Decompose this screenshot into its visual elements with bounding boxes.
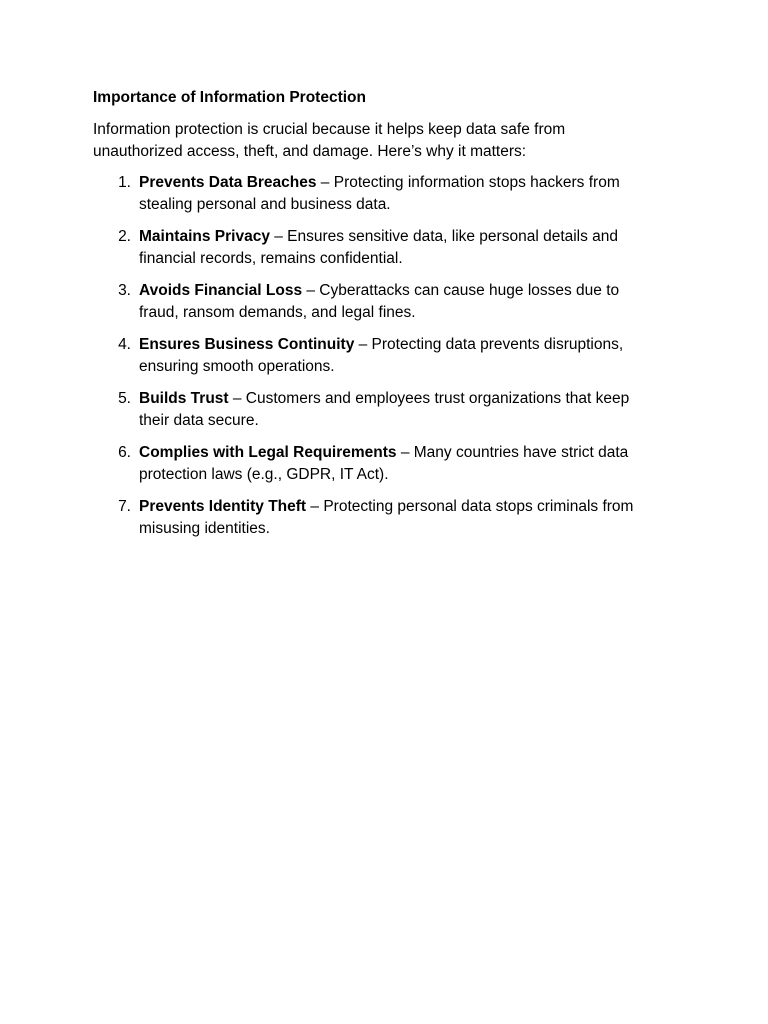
list-item-text: – Protecting data prevents disruptions, ensuring smooth operations. — [139, 336, 624, 375]
list-item-number: 4. — [118, 336, 131, 353]
list-item-term: Builds Trust — [139, 390, 229, 407]
list-item-term: Prevents Identity Theft — [139, 498, 307, 515]
list-item-number: 7. — [118, 498, 131, 515]
document-body — [93, 87, 638, 550]
list-item-text: – Protecting personal data stops criminals from misusing identities. — [139, 498, 634, 537]
list-item — [93, 388, 638, 432]
list-item-text: – Cyberattacks can cause huge losses due to fraud, ransom demands, and legal fines. — [139, 282, 620, 321]
list-item-number: 5. — [118, 390, 131, 407]
document-title: Importance of Information Protection — [93, 89, 366, 106]
list-item-number: 1. — [118, 174, 131, 191]
list-item-term: Maintains Privacy — [139, 228, 270, 245]
intro-paragraph: Information protection is crucial because it helps keep data safe from unauthorized access, theft, and damage. Here’s why it matters: — [93, 121, 566, 160]
list-item — [93, 442, 638, 486]
list-item-term: Ensures Business Continuity — [139, 336, 355, 353]
list-item-text: – Protecting information stops hackers from stealing personal and business data. — [139, 174, 620, 213]
list-item-term: Complies with Legal Requirements — [139, 444, 397, 461]
list-item — [93, 172, 638, 216]
list-item-text: – Customers and employees trust organizations that keep their data secure. — [139, 390, 630, 429]
list-item-text: – Ensures sensitive data, like personal details and financial records, remains confidential. — [139, 228, 619, 267]
list-item — [93, 334, 638, 378]
list-item-number: 3. — [118, 282, 131, 299]
list-item-term: Prevents Data Breaches — [139, 174, 317, 191]
list-item-text: – Many countries have strict data protection laws (e.g., GDPR, IT Act). — [139, 444, 629, 483]
list-item — [93, 280, 638, 324]
numbered-list — [93, 172, 638, 540]
list-item — [93, 496, 638, 540]
list-item-number: 6. — [118, 444, 131, 461]
list-item-number: 2. — [118, 228, 131, 245]
list-item — [93, 226, 638, 270]
list-item-term: Avoids Financial Loss — [139, 282, 303, 299]
